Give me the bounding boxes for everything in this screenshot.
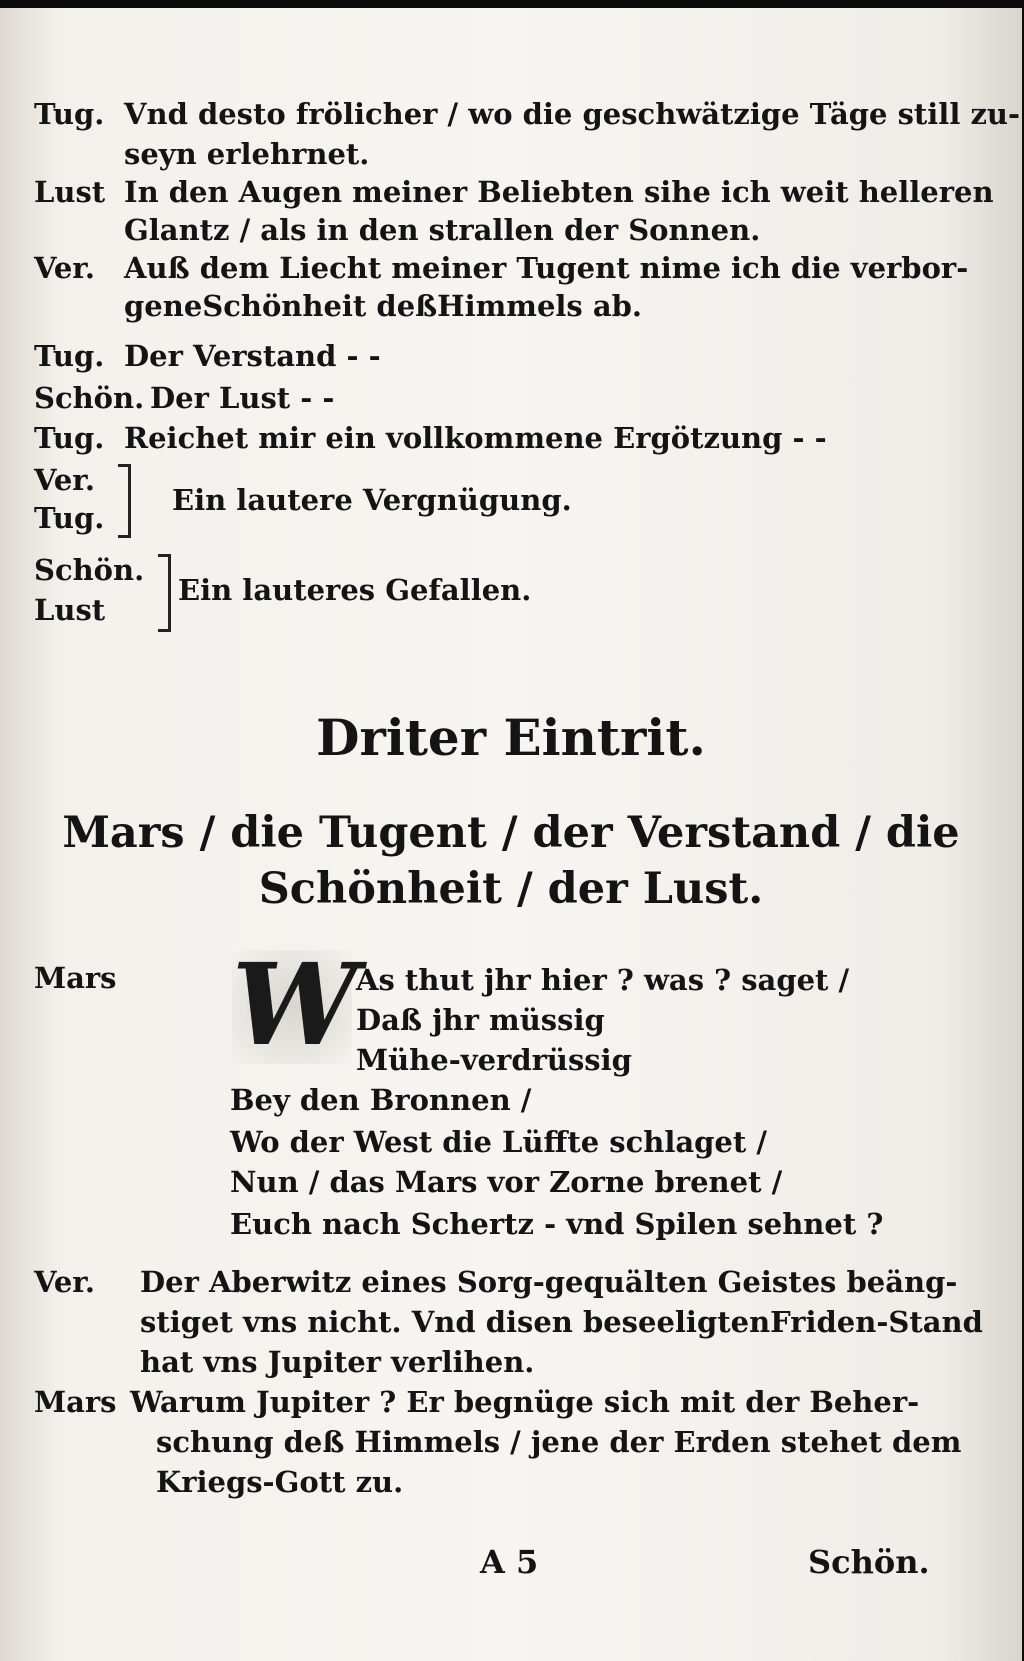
dialogue-line: Der Verstand - - xyxy=(124,339,381,373)
catchword: Schön. xyxy=(808,1543,930,1581)
dialogue-line: seyn erlehrnet. xyxy=(124,137,370,171)
speaker-bracket xyxy=(118,464,131,538)
verse-line: Wo der West die Lüffte schlaget / xyxy=(230,1125,767,1159)
dialogue-line: Glantz / als in den strallen der Sonnen. xyxy=(124,213,761,247)
speaker-label: Lust xyxy=(34,175,106,209)
scene-title: Driter Eintrit. xyxy=(316,708,706,767)
dialogue-line: Warum Jupiter ? Er begnüge sich mit der Beher- xyxy=(130,1385,920,1419)
speaker-label: Lust xyxy=(34,593,106,627)
dialogue-line: In den Augen meiner Beliebten sihe ich weit helleren xyxy=(124,175,994,209)
speaker-bracket xyxy=(158,554,171,632)
verse-line: As thut jhr hier ? was ? saget / xyxy=(356,963,850,997)
dialogue-line: hat vns Jupiter verlihen. xyxy=(140,1345,535,1379)
dialogue-line: geneSchönheit deßHimmels ab. xyxy=(124,289,643,323)
drop-cap: W xyxy=(232,940,358,1071)
verse-line: Mühe-verdrüssig xyxy=(356,1043,632,1077)
verse-line: Daß jhr müssig xyxy=(356,1003,605,1037)
page-signature: A 5 xyxy=(480,1543,539,1581)
speaker-label: Mars xyxy=(34,961,117,995)
speaker-label: Tug. xyxy=(34,97,105,131)
cast-list-line: Schönheit / der Lust. xyxy=(258,864,764,914)
verse-line: Bey den Bronnen / xyxy=(230,1083,532,1117)
verse-line: Nun / das Mars vor Zorne brenet / xyxy=(230,1165,783,1199)
dialogue-line: Kriegs-Gott zu. xyxy=(156,1465,404,1499)
dialogue-line: Reichet mir ein vollkommene Ergötzung - - xyxy=(124,421,827,455)
speaker-label: Tug. xyxy=(34,421,105,455)
dialogue-line: Ein lautere Vergnügung. xyxy=(172,483,572,517)
speaker-label: Ver. xyxy=(34,1265,96,1299)
dialogue-line: stiget vns nicht. Vnd disen beseeligtenFriden-Stand xyxy=(140,1305,983,1339)
dialogue-line: Der Aberwitz eines Sorg-gequälten Geistes beäng- xyxy=(140,1265,958,1299)
speaker-label: Tug. xyxy=(34,501,105,535)
dialogue-line: schung deß Himmels / jene der Erden stehet dem xyxy=(156,1425,962,1459)
dialogue-line: Auß dem Liecht meiner Tugent nime ich die verbor- xyxy=(124,251,969,285)
dialogue-line: Ein lauteres Gefallen. xyxy=(178,573,532,607)
cast-list-line: Mars / die Tugent / der Verstand / die xyxy=(62,808,960,858)
speaker-label: Tug. xyxy=(34,339,105,373)
dialogue-line: Der Lust - - xyxy=(150,381,335,415)
verse-line: Euch nach Schertz - vnd Spilen sehnet ? xyxy=(230,1207,884,1241)
speaker-label: Ver. xyxy=(34,463,96,497)
speaker-label: Ver. xyxy=(34,251,96,285)
speaker-label: Mars xyxy=(34,1385,117,1419)
speaker-label: Schön. xyxy=(34,381,145,415)
speaker-label: Schön. xyxy=(34,553,145,587)
book-page xyxy=(0,8,1022,1661)
dialogue-line: Vnd desto frölicher / wo die geschwätzige Täge still zu- xyxy=(124,97,1021,131)
